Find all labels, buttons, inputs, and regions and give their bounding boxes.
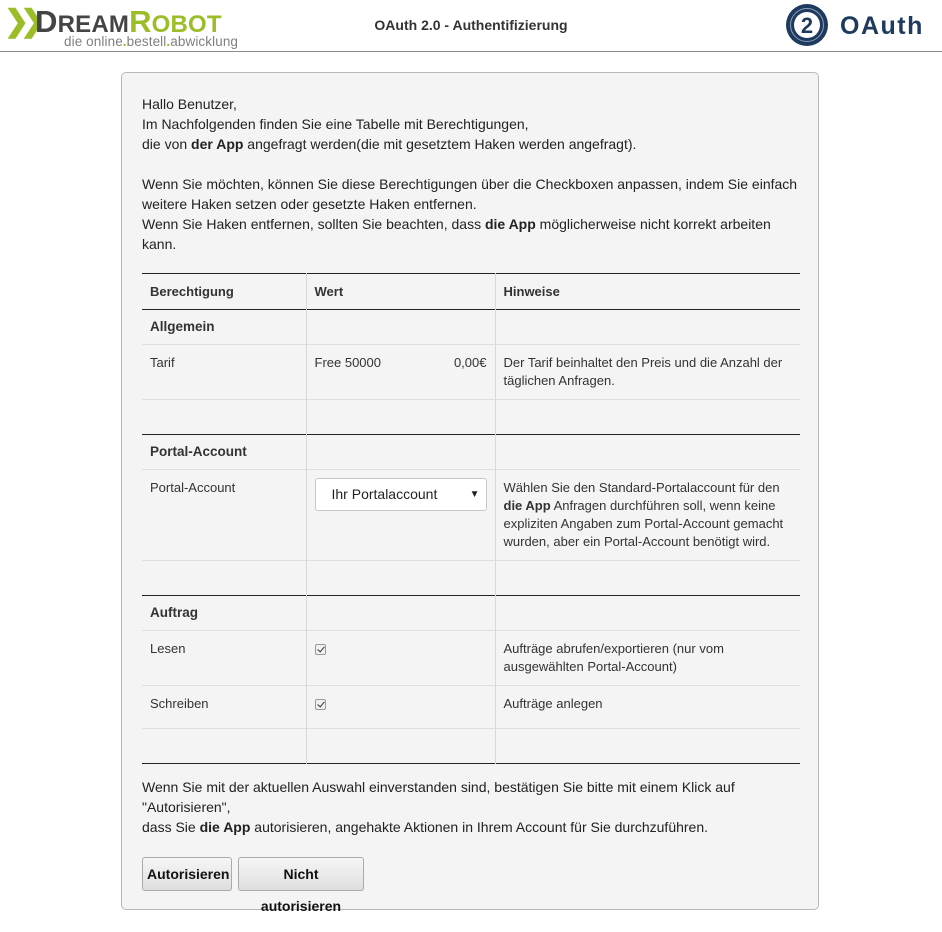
spacer-row — [142, 561, 800, 596]
logo-wordmark: DREAMROBOT — [35, 4, 222, 39]
outro-line: Wenn Sie mit der aktuellen Auswahl einverstanden sind, bestätigen Sie bitte mit einem Klick auf "Autorisieren", — [142, 779, 735, 815]
deny-button[interactable]: Nicht autorisieren — [238, 857, 364, 891]
permissions-table — [142, 273, 800, 764]
tarif-price: 0,00€ — [453, 355, 487, 370]
portal-value — [306, 470, 495, 561]
outro-text — [142, 777, 802, 837]
table-row-lesen — [142, 631, 800, 686]
permission-hint: Aufträge abrufen/exportieren (nur vom ausgewählten Portal-Account) — [503, 641, 724, 674]
intro-text — [142, 94, 802, 254]
permission-label: Portal-Account — [142, 470, 306, 561]
oauth-wordmark: OAuth — [840, 12, 924, 40]
permission-hint: Aufträge anlegen — [503, 696, 603, 711]
section-row-allgemein — [142, 310, 800, 345]
column-header: Wert — [306, 274, 495, 310]
table-header-row — [142, 274, 800, 310]
tarif-plan: Free 50000 — [314, 355, 381, 370]
authorize-button[interactable]: Autorisieren — [142, 857, 232, 891]
header — [0, 0, 942, 52]
double-chevron-icon: ❯❯ — [4, 5, 37, 38]
table-row-portal-account — [142, 470, 800, 561]
permission-label: Tarif — [142, 345, 306, 400]
outro-line: dass Sie die App autorisieren, angehakte Aktionen in Ihrem Account für Sie durchzuführen. — [142, 819, 709, 835]
table-row-tarif — [142, 345, 800, 400]
logo-tagline: die online.bestell.abwicklung — [64, 34, 239, 49]
table-row-schreiben — [142, 686, 800, 729]
column-header: Hinweise — [503, 284, 560, 299]
section-title: Allgemein — [142, 310, 306, 345]
intro-line: die von der App angefragt werden(die mit gesetztem Haken werden angefragt). — [142, 136, 637, 152]
intro-paragraph: Wenn Sie Haken entfernen, sollten Sie beachten, dass die App möglicherweise nicht korrekt arbeiten kann. — [142, 216, 771, 252]
spacer-row — [142, 729, 800, 764]
lesen-checkbox[interactable] — [315, 644, 326, 655]
section-row-auftrag — [142, 596, 800, 631]
greeting: Hallo Benutzer, — [142, 96, 237, 112]
permission-hint: Wählen Sie den Standard-Portalaccount für den die App Anfragen durchführen soll, wenn keine expliziten Angaben zum Portal-Account gemacht wurden, aber ein Portal-Account benötigt wird. — [503, 480, 784, 549]
column-header: Berechtigung — [142, 274, 306, 310]
schreiben-checkbox[interactable] — [315, 699, 326, 710]
oauth-logo — [785, 3, 935, 47]
section-title: Auftrag — [142, 596, 306, 631]
svg-text:2: 2 — [800, 13, 814, 38]
section-row-portal — [142, 435, 800, 470]
intro-paragraph: Wenn Sie möchten, können Sie diese Berechtigungen über die Checkboxen anpassen, indem Sie einfach weitere Haken setzen oder gesetzte Haken entfernen. — [142, 176, 798, 212]
permission-label: Schreiben — [142, 686, 306, 729]
auth-card — [121, 72, 819, 914]
portal-account-select[interactable]: Ihr Portalaccount ▼ — [315, 478, 487, 511]
oauth2-badge-icon — [785, 3, 829, 47]
page-title: OAuth 2.0 - Authentifizierung — [374, 17, 568, 33]
permission-hint: Der Tarif beinhaltet den Preis und die Anzahl der täglichen Anfragen. — [503, 355, 783, 388]
tarif-value — [306, 345, 495, 400]
chevron-down-icon: ▼ — [469, 489, 480, 500]
section-title: Portal-Account — [142, 435, 306, 470]
permission-label: Lesen — [142, 631, 306, 686]
intro-line: Im Nachfolgenden finden Sie eine Tabelle mit Berechtigungen, — [142, 116, 529, 132]
spacer-row — [142, 400, 800, 435]
